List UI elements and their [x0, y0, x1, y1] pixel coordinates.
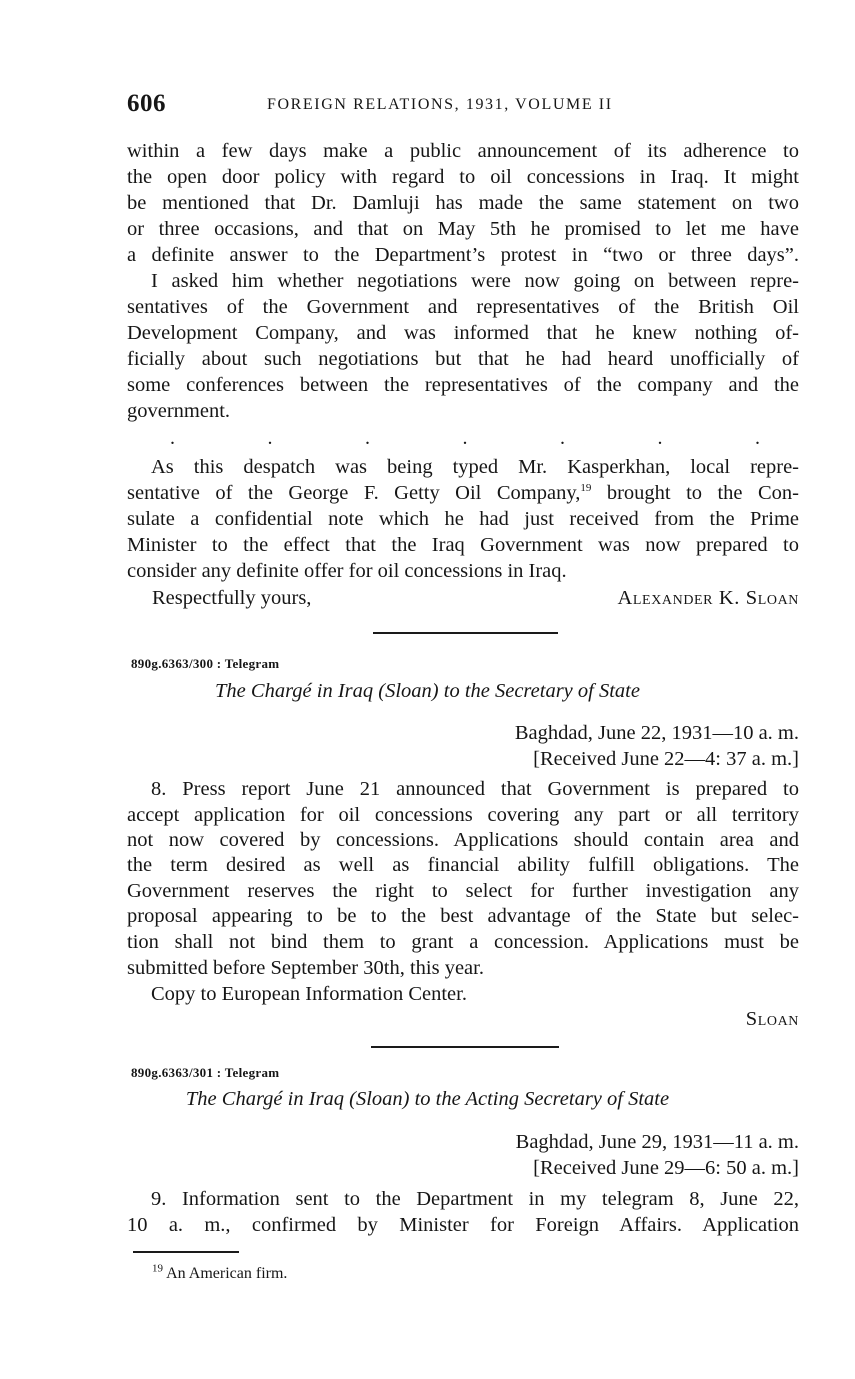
ellipsis-dot: . [560, 427, 565, 449]
body-line: submitted before September 30th, this year. [127, 957, 484, 979]
body-line: Copy to European Information Center. [151, 983, 467, 1005]
received-note: [Received June 29—6: 50 a. m.] [533, 1157, 799, 1179]
ellipsis-dot: . [170, 427, 175, 449]
body-line: As this despatch was being typed Mr. Kasperkhan, local repre- [151, 456, 799, 478]
salutation: Respectfully yours, [152, 587, 312, 609]
file-reference: 890g.6363/301 : Telegram [131, 1065, 280, 1080]
ellipsis-dot: . [462, 427, 468, 449]
body-line: 8. Press report June 21 announced that Government is prepared to [151, 778, 799, 800]
body-text: sentative of the George F. Getty Oil Company, [127, 482, 581, 504]
omission-ellipsis [170, 428, 760, 448]
file-reference: 890g.6363/300 : Telegram [131, 656, 280, 671]
body-text: brought to the Con- [606, 482, 799, 504]
body-line: accept application for oil concessions covering any part or all territory [127, 804, 799, 826]
body-line: a definite answer to the Department’s protest in “two or three days”. [127, 244, 799, 266]
ellipsis-dot: . [657, 427, 663, 449]
body-line: Government reserves the right to select for further investigation any [127, 880, 799, 902]
body-line: the term desired as well as financial ability fulfill obligations. The [127, 854, 799, 876]
body-line: government. [127, 400, 231, 422]
body-line: I asked him whether negotiations were now going on between repre- [151, 270, 799, 292]
dateline: Baghdad, June 22, 1931—10 a. m. [514, 722, 799, 744]
body-line: or three occasions, and that on May 5th he promised to let me have [127, 218, 799, 240]
ellipsis-dot: . [755, 427, 760, 449]
ellipsis-dot: . [267, 427, 273, 449]
body-line: not now covered by concessions. Applications should contain area and [127, 829, 799, 851]
running-head: FOREIGN RELATIONS, 1931, VOLUME II [267, 96, 613, 113]
section-divider [371, 1046, 559, 1048]
body-line: be mentioned that Dr. Damluji has made the same statement on two [127, 192, 799, 214]
body-line: 9. Information sent to the Department in my telegram 8, June 22, [151, 1188, 799, 1210]
signature: Alexander K. Sloan [617, 587, 799, 609]
signature: Sloan [745, 1008, 799, 1030]
body-line: consider any definite offer for oil concessions in Iraq. [127, 560, 567, 582]
footnote [152, 1262, 288, 1283]
footnote-rule [133, 1251, 239, 1253]
footnote-text: An American firm. [166, 1265, 288, 1282]
body-line: 10 a. m., confirmed by Minister for Foreign Affairs. Application [127, 1214, 799, 1236]
document-title: The Chargé in Iraq (Sloan) to the Acting Secretary of State [185, 1088, 670, 1110]
body-line-with-footnote [127, 481, 799, 507]
page-number: 606 [127, 90, 166, 117]
document-title: The Chargé in Iraq (Sloan) to the Secretary of State [215, 680, 640, 702]
section-divider [373, 632, 558, 634]
page-header [127, 90, 799, 124]
ellipsis-dot: . [365, 427, 370, 449]
received-note: [Received June 22—4: 37 a. m.] [533, 748, 799, 770]
body-line: tion shall not bind them to grant a concession. Applications must be [127, 931, 799, 953]
body-line: Development Company, and was informed that he knew nothing of- [127, 322, 799, 344]
dateline: Baghdad, June 29, 1931—11 a. m. [515, 1131, 799, 1153]
footnote-marker: 19 [152, 1262, 163, 1275]
footnote-reference: 19 [580, 482, 592, 495]
body-line: within a few days make a public announcement of its adherence to [127, 140, 799, 162]
body-line: some conferences between the representatives of the company and the [127, 374, 799, 396]
closing-line [152, 585, 799, 611]
body-line: sentatives of the Government and representatives of the British Oil [127, 296, 799, 318]
body-line: ficially about such negotiations but that he had heard unofficially of [127, 348, 799, 370]
body-line: sulate a confidential note which he had just received from the Prime [127, 508, 799, 530]
body-line: Minister to the effect that the Iraq Government was now prepared to [127, 534, 799, 556]
body-line: proposal appearing to be to the best advantage of the State but selec- [127, 905, 799, 927]
body-line: the open door policy with regard to oil concessions in Iraq. It might [127, 166, 799, 188]
